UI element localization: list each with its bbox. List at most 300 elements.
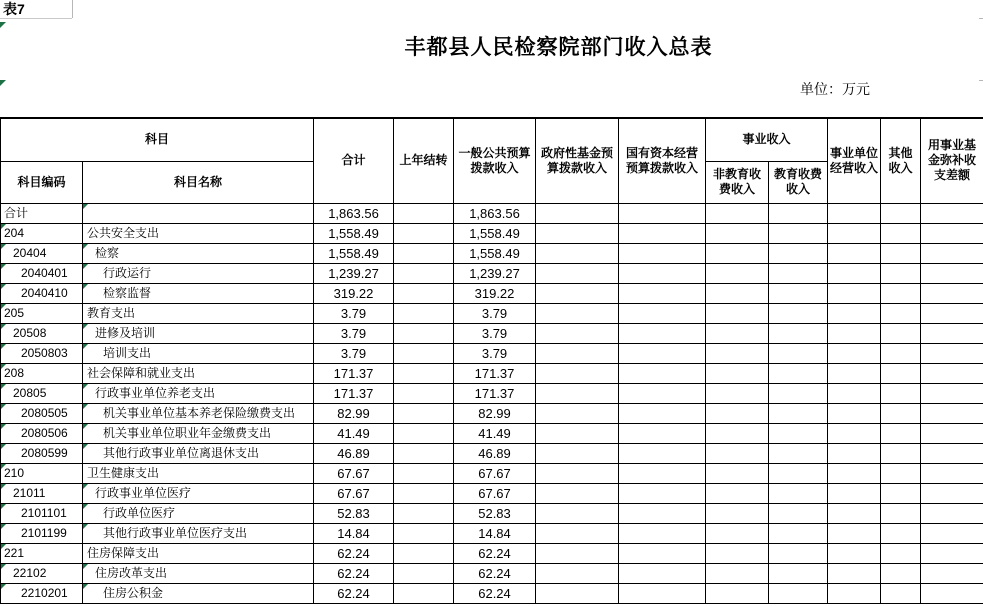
- value-cell[interactable]: [881, 223, 921, 243]
- value-cell[interactable]: [769, 203, 828, 223]
- value-cell[interactable]: [706, 283, 769, 303]
- name-cell[interactable]: 检察: [83, 243, 314, 263]
- value-cell[interactable]: [769, 223, 828, 243]
- code-cell[interactable]: 20805: [1, 383, 83, 403]
- value-cell[interactable]: [706, 443, 769, 463]
- value-cell[interactable]: [706, 243, 769, 263]
- value-cell[interactable]: 14.84: [454, 523, 536, 543]
- value-cell[interactable]: 62.24: [454, 543, 536, 563]
- table-row: [1, 503, 983, 523]
- name-cell[interactable]: 培训支出: [83, 343, 314, 363]
- value-cell[interactable]: [394, 323, 454, 343]
- value-cell[interactable]: 62.24: [454, 563, 536, 583]
- header-other-income[interactable]: 其他收入: [881, 118, 921, 203]
- value-cell[interactable]: [619, 403, 706, 423]
- value-cell[interactable]: [881, 423, 921, 443]
- value-cell[interactable]: [921, 243, 983, 263]
- table-row: [1, 583, 983, 603]
- code-cell[interactable]: 合计: [1, 203, 83, 223]
- value-cell[interactable]: [536, 323, 619, 343]
- value-cell[interactable]: [828, 383, 881, 403]
- value-cell[interactable]: 1,558.49: [314, 243, 394, 263]
- table-row: [1, 443, 983, 463]
- value-cell[interactable]: [828, 423, 881, 443]
- value-cell[interactable]: [394, 483, 454, 503]
- name-cell[interactable]: 卫生健康支出: [83, 463, 314, 483]
- value-cell[interactable]: 1,863.56: [454, 203, 536, 223]
- error-indicator-triangle: [1, 584, 6, 589]
- value-cell[interactable]: [394, 463, 454, 483]
- value-cell[interactable]: [828, 303, 881, 323]
- value-cell[interactable]: [619, 303, 706, 323]
- value-cell[interactable]: [881, 463, 921, 483]
- error-indicator-triangle: [83, 384, 88, 389]
- value-cell[interactable]: 171.37: [314, 383, 394, 403]
- value-cell[interactable]: 67.67: [314, 483, 394, 503]
- header-name[interactable]: 科目名称: [83, 161, 314, 203]
- value-cell[interactable]: [921, 583, 983, 603]
- value-cell[interactable]: 67.67: [454, 463, 536, 483]
- value-cell[interactable]: 1,558.49: [454, 223, 536, 243]
- value-cell[interactable]: [828, 403, 881, 423]
- code-cell[interactable]: 2040401: [1, 263, 83, 283]
- value-cell[interactable]: [769, 483, 828, 503]
- gridline-tick-right-2: [979, 80, 983, 81]
- value-cell[interactable]: 52.83: [454, 503, 536, 523]
- value-cell[interactable]: 1,863.56: [314, 203, 394, 223]
- value-cell[interactable]: [706, 503, 769, 523]
- code-cell[interactable]: 210: [1, 463, 83, 483]
- value-cell[interactable]: [619, 263, 706, 283]
- value-cell[interactable]: [394, 263, 454, 283]
- value-cell[interactable]: [828, 463, 881, 483]
- value-cell[interactable]: [536, 423, 619, 443]
- value-cell[interactable]: 3.79: [314, 303, 394, 323]
- value-cell[interactable]: [706, 423, 769, 443]
- value-cell[interactable]: [536, 443, 619, 463]
- table-row: [1, 403, 983, 423]
- code-cell[interactable]: 208: [1, 363, 83, 383]
- unit-label[interactable]: 单位：万元: [800, 81, 870, 97]
- value-cell[interactable]: [536, 263, 619, 283]
- table-row: [1, 423, 983, 443]
- value-cell[interactable]: [881, 483, 921, 503]
- value-cell[interactable]: [881, 283, 921, 303]
- error-indicator-triangle: [0, 80, 6, 86]
- value-cell[interactable]: [769, 463, 828, 483]
- gridline-tick-right-1: [979, 18, 983, 19]
- value-cell[interactable]: [619, 583, 706, 603]
- value-cell[interactable]: [769, 543, 828, 563]
- table-row: [1, 303, 983, 323]
- value-cell[interactable]: [769, 523, 828, 543]
- value-cell[interactable]: [394, 403, 454, 423]
- value-cell[interactable]: [881, 443, 921, 463]
- value-cell[interactable]: 82.99: [454, 403, 536, 423]
- value-cell[interactable]: [536, 523, 619, 543]
- error-indicator-triangle: [83, 484, 88, 489]
- error-indicator-triangle: [83, 424, 88, 429]
- error-indicator-triangle: [83, 284, 88, 289]
- value-cell[interactable]: [394, 423, 454, 443]
- value-cell[interactable]: [828, 543, 881, 563]
- value-cell[interactable]: [921, 563, 983, 583]
- code-cell[interactable]: 2080505: [1, 403, 83, 423]
- value-cell[interactable]: [921, 443, 983, 463]
- header-total[interactable]: 合计: [314, 118, 394, 203]
- value-cell[interactable]: 62.24: [314, 563, 394, 583]
- code-cell[interactable]: 21011: [1, 483, 83, 503]
- value-cell[interactable]: [921, 323, 983, 343]
- value-cell[interactable]: [921, 543, 983, 563]
- value-cell[interactable]: [828, 323, 881, 343]
- value-cell[interactable]: 319.22: [454, 283, 536, 303]
- value-cell[interactable]: 62.24: [314, 583, 394, 603]
- value-cell[interactable]: [769, 503, 828, 523]
- error-indicator-triangle: [83, 244, 88, 249]
- value-cell[interactable]: [619, 243, 706, 263]
- name-cell[interactable]: 公共安全支出: [83, 223, 314, 243]
- value-cell[interactable]: [881, 503, 921, 523]
- value-cell[interactable]: [536, 223, 619, 243]
- value-cell[interactable]: [881, 383, 921, 403]
- value-cell[interactable]: 67.67: [314, 463, 394, 483]
- value-cell[interactable]: [536, 303, 619, 323]
- value-cell[interactable]: [881, 303, 921, 323]
- value-cell[interactable]: [769, 263, 828, 283]
- value-cell[interactable]: [769, 403, 828, 423]
- value-cell[interactable]: [394, 503, 454, 523]
- value-cell[interactable]: [769, 423, 828, 443]
- value-cell[interactable]: [881, 563, 921, 583]
- error-indicator-triangle: [1, 264, 6, 269]
- value-cell[interactable]: [706, 383, 769, 403]
- value-cell[interactable]: [881, 323, 921, 343]
- value-cell[interactable]: 67.67: [454, 483, 536, 503]
- page-title[interactable]: 丰都县人民检察院部门收入总表: [404, 36, 713, 59]
- value-cell[interactable]: [769, 303, 828, 323]
- code-cell[interactable]: 2080506: [1, 423, 83, 443]
- value-cell[interactable]: [881, 523, 921, 543]
- header-operating-income[interactable]: 事业单位经营收入: [828, 118, 881, 203]
- error-indicator-triangle: [1, 504, 6, 509]
- value-cell[interactable]: [536, 543, 619, 563]
- value-cell[interactable]: [921, 483, 983, 503]
- value-cell[interactable]: [828, 263, 881, 283]
- value-cell[interactable]: [536, 243, 619, 263]
- table-row: [1, 343, 983, 363]
- value-cell[interactable]: [769, 283, 828, 303]
- value-cell[interactable]: 41.49: [454, 423, 536, 443]
- value-cell[interactable]: [706, 463, 769, 483]
- value-cell[interactable]: [394, 443, 454, 463]
- code-cell[interactable]: 2101101: [1, 503, 83, 523]
- value-cell[interactable]: [619, 283, 706, 303]
- value-cell[interactable]: 171.37: [314, 363, 394, 383]
- error-indicator-triangle: [1, 224, 6, 229]
- value-cell[interactable]: [536, 383, 619, 403]
- value-cell[interactable]: [921, 223, 983, 243]
- value-cell[interactable]: 52.83: [314, 503, 394, 523]
- value-cell[interactable]: [706, 343, 769, 363]
- value-cell[interactable]: [536, 463, 619, 483]
- name-cell[interactable]: 住房改革支出: [83, 563, 314, 583]
- name-cell[interactable]: 社会保障和就业支出: [83, 363, 314, 383]
- value-cell[interactable]: [881, 343, 921, 363]
- value-cell[interactable]: [828, 563, 881, 583]
- name-cell[interactable]: 检察监督: [83, 283, 314, 303]
- value-cell[interactable]: [828, 523, 881, 543]
- code-cell[interactable]: 2040410: [1, 283, 83, 303]
- error-indicator-triangle: [1, 404, 6, 409]
- value-cell[interactable]: [706, 483, 769, 503]
- value-cell[interactable]: [921, 263, 983, 283]
- value-cell[interactable]: [828, 443, 881, 463]
- name-cell[interactable]: 行政运行: [83, 263, 314, 283]
- name-cell[interactable]: 进修及培训: [83, 323, 314, 343]
- value-cell[interactable]: 3.79: [454, 303, 536, 323]
- value-cell[interactable]: [536, 583, 619, 603]
- header-carryover[interactable]: 上年结转: [394, 118, 454, 203]
- header-general-budget[interactable]: 一般公共预算拨款收入: [454, 118, 536, 203]
- value-cell[interactable]: [828, 483, 881, 503]
- value-cell[interactable]: [394, 523, 454, 543]
- value-cell[interactable]: [536, 203, 619, 223]
- value-cell[interactable]: [769, 323, 828, 343]
- value-cell[interactable]: [921, 503, 983, 523]
- value-cell[interactable]: [706, 263, 769, 283]
- code-cell[interactable]: 2050803: [1, 343, 83, 363]
- error-indicator-triangle: [83, 584, 88, 589]
- value-cell[interactable]: [619, 363, 706, 383]
- value-cell[interactable]: [394, 563, 454, 583]
- value-cell[interactable]: [881, 403, 921, 423]
- value-cell[interactable]: [921, 203, 983, 223]
- name-cell[interactable]: 住房保障支出: [83, 543, 314, 563]
- value-cell[interactable]: [769, 243, 828, 263]
- code-cell[interactable]: 204: [1, 223, 83, 243]
- name-cell[interactable]: 机关事业单位基本养老保险缴费支出: [83, 403, 314, 423]
- name-cell[interactable]: 其他行政事业单位离退休支出: [83, 443, 314, 463]
- header-fund-balance[interactable]: 用事业基金弥补收支差额: [921, 118, 983, 203]
- name-cell[interactable]: 教育支出: [83, 303, 314, 323]
- error-indicator-triangle: [83, 344, 88, 349]
- name-cell[interactable]: [83, 203, 314, 223]
- value-cell[interactable]: [769, 363, 828, 383]
- value-cell[interactable]: 46.89: [314, 443, 394, 463]
- code-cell[interactable]: 2080599: [1, 443, 83, 463]
- value-cell[interactable]: [394, 283, 454, 303]
- value-cell[interactable]: [769, 443, 828, 463]
- value-cell[interactable]: [921, 343, 983, 363]
- value-cell[interactable]: [619, 223, 706, 243]
- value-cell[interactable]: 1,239.27: [454, 263, 536, 283]
- value-cell[interactable]: [706, 323, 769, 343]
- value-cell[interactable]: [536, 403, 619, 423]
- error-indicator-triangle: [1, 344, 6, 349]
- value-cell[interactable]: [881, 363, 921, 383]
- header-institutional-income-group[interactable]: 事业收入: [706, 118, 828, 161]
- error-indicator-triangle: [1, 364, 6, 369]
- error-indicator-triangle: [1, 464, 6, 469]
- value-cell[interactable]: [921, 463, 983, 483]
- value-cell[interactable]: [619, 423, 706, 443]
- value-cell[interactable]: [706, 583, 769, 603]
- value-cell[interactable]: 3.79: [454, 343, 536, 363]
- value-cell[interactable]: [921, 303, 983, 323]
- value-cell[interactable]: 171.37: [454, 363, 536, 383]
- value-cell[interactable]: [706, 223, 769, 243]
- table-row: [1, 223, 983, 243]
- name-cell[interactable]: 其他行政事业单位医疗支出: [83, 523, 314, 543]
- value-cell[interactable]: [619, 323, 706, 343]
- value-cell[interactable]: [706, 563, 769, 583]
- value-cell[interactable]: 41.49: [314, 423, 394, 443]
- value-cell[interactable]: [536, 363, 619, 383]
- value-cell[interactable]: 171.37: [454, 383, 536, 403]
- value-cell[interactable]: 3.79: [314, 323, 394, 343]
- value-cell[interactable]: [394, 363, 454, 383]
- value-cell[interactable]: [619, 443, 706, 463]
- value-cell[interactable]: [536, 563, 619, 583]
- code-cell[interactable]: 205: [1, 303, 83, 323]
- value-cell[interactable]: 3.79: [314, 343, 394, 363]
- value-cell[interactable]: [828, 363, 881, 383]
- value-cell[interactable]: [881, 543, 921, 563]
- value-cell[interactable]: [769, 583, 828, 603]
- value-cell[interactable]: [881, 263, 921, 283]
- value-cell[interactable]: [619, 203, 706, 223]
- value-cell[interactable]: [619, 463, 706, 483]
- name-cell[interactable]: 行政事业单位养老支出: [83, 383, 314, 403]
- error-indicator-triangle: [1, 444, 6, 449]
- header-code[interactable]: 科目编码: [1, 161, 83, 203]
- value-cell[interactable]: [828, 203, 881, 223]
- value-cell[interactable]: 1,558.49: [314, 223, 394, 243]
- name-cell[interactable]: 行政事业单位医疗: [83, 483, 314, 503]
- name-cell[interactable]: 行政单位医疗: [83, 503, 314, 523]
- value-cell[interactable]: [394, 223, 454, 243]
- value-cell[interactable]: [921, 363, 983, 383]
- error-indicator-triangle: [1, 484, 6, 489]
- value-cell[interactable]: [828, 283, 881, 303]
- value-cell[interactable]: [828, 343, 881, 363]
- value-cell[interactable]: [769, 563, 828, 583]
- value-cell[interactable]: 1,558.49: [454, 243, 536, 263]
- value-cell[interactable]: [619, 563, 706, 583]
- error-indicator-triangle: [1, 424, 6, 429]
- name-cell[interactable]: 机关事业单位职业年金缴费支出: [83, 423, 314, 443]
- value-cell[interactable]: [706, 363, 769, 383]
- value-cell[interactable]: [619, 483, 706, 503]
- error-indicator-triangle: [1, 544, 6, 549]
- value-cell[interactable]: [828, 243, 881, 263]
- header-gov-fund[interactable]: 政府性基金预算拨款收入: [536, 118, 619, 203]
- value-cell[interactable]: [619, 383, 706, 403]
- value-cell[interactable]: [881, 583, 921, 603]
- value-cell[interactable]: [536, 503, 619, 523]
- value-cell[interactable]: [828, 223, 881, 243]
- value-cell[interactable]: [394, 303, 454, 323]
- code-cell[interactable]: 22102: [1, 563, 83, 583]
- value-cell[interactable]: [619, 343, 706, 363]
- value-cell[interactable]: [881, 243, 921, 263]
- income-summary-table: [0, 117, 983, 604]
- header-edu-fee[interactable]: 教育收费收入: [769, 161, 828, 203]
- header-non-edu-fee[interactable]: 非教育收费收入: [706, 161, 769, 203]
- value-cell[interactable]: [921, 283, 983, 303]
- value-cell[interactable]: 62.24: [314, 543, 394, 563]
- name-cell[interactable]: 住房公积金: [83, 583, 314, 603]
- code-cell[interactable]: 20404: [1, 243, 83, 263]
- error-indicator-triangle: [83, 204, 88, 209]
- value-cell[interactable]: [394, 343, 454, 363]
- value-cell[interactable]: 319.22: [314, 283, 394, 303]
- value-cell[interactable]: [921, 383, 983, 403]
- value-cell[interactable]: [706, 203, 769, 223]
- value-cell[interactable]: [921, 523, 983, 543]
- error-indicator-triangle: [0, 22, 6, 28]
- value-cell[interactable]: [828, 583, 881, 603]
- gridline-stub-horizontal: [0, 18, 72, 19]
- value-cell[interactable]: [394, 243, 454, 263]
- code-cell[interactable]: 221: [1, 543, 83, 563]
- value-cell[interactable]: 46.89: [454, 443, 536, 463]
- value-cell[interactable]: [394, 543, 454, 563]
- error-indicator-triangle: [83, 444, 88, 449]
- value-cell[interactable]: [536, 283, 619, 303]
- value-cell[interactable]: [828, 503, 881, 523]
- value-cell[interactable]: [536, 483, 619, 503]
- value-cell[interactable]: [706, 303, 769, 323]
- table-row: [1, 363, 983, 383]
- table-row: [1, 263, 983, 283]
- value-cell[interactable]: 14.84: [314, 523, 394, 543]
- value-cell[interactable]: 3.79: [454, 323, 536, 343]
- value-cell[interactable]: [619, 503, 706, 523]
- gridline-stub-vertical: [72, 0, 73, 18]
- value-cell[interactable]: 1,239.27: [314, 263, 394, 283]
- table-row: [1, 323, 983, 343]
- header-subject-group[interactable]: 科目: [1, 118, 314, 161]
- value-cell[interactable]: [619, 523, 706, 543]
- value-cell[interactable]: [394, 203, 454, 223]
- value-cell[interactable]: 82.99: [314, 403, 394, 423]
- value-cell[interactable]: [394, 583, 454, 603]
- table-row: [1, 563, 983, 583]
- value-cell[interactable]: [881, 203, 921, 223]
- code-cell[interactable]: 20508: [1, 323, 83, 343]
- table-row: [1, 523, 983, 543]
- value-cell[interactable]: [921, 403, 983, 423]
- value-cell[interactable]: [769, 383, 828, 403]
- table-row: [1, 243, 983, 263]
- value-cell[interactable]: [769, 343, 828, 363]
- value-cell[interactable]: [921, 423, 983, 443]
- value-cell[interactable]: [706, 543, 769, 563]
- value-cell[interactable]: [536, 343, 619, 363]
- value-cell[interactable]: [394, 383, 454, 403]
- value-cell[interactable]: [706, 403, 769, 423]
- value-cell[interactable]: 62.24: [454, 583, 536, 603]
- table-header: [1, 118, 983, 203]
- header-state-capital[interactable]: 国有资本经营预算拨款收入: [619, 118, 706, 203]
- code-cell[interactable]: 2101199: [1, 523, 83, 543]
- value-cell[interactable]: [706, 523, 769, 543]
- sheet-label[interactable]: 表7: [3, 1, 25, 17]
- code-cell[interactable]: 2210201: [1, 583, 83, 603]
- value-cell[interactable]: [619, 543, 706, 563]
